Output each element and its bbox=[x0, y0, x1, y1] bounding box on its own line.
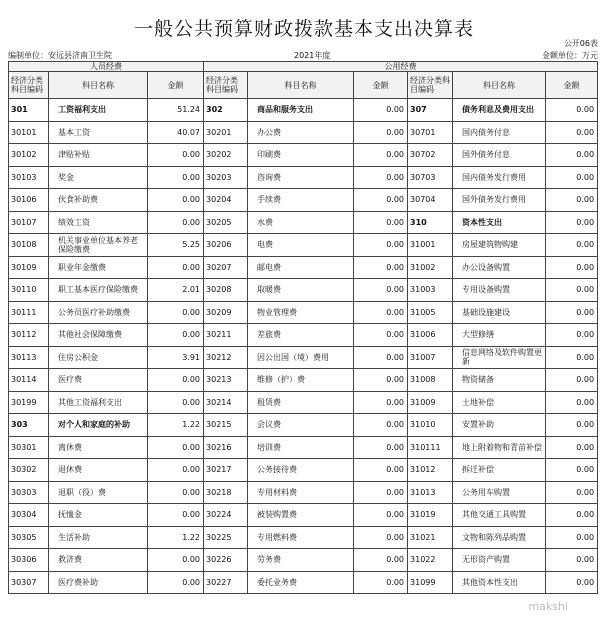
amount-cell: 0.00 bbox=[148, 211, 204, 234]
amount-cell: 0.00 bbox=[354, 459, 408, 482]
code-cell: 30102 bbox=[9, 144, 49, 167]
amount-cell: 0.00 bbox=[148, 481, 204, 504]
year-label: 2021年度 bbox=[294, 51, 331, 60]
name-cell: 大型修缮 bbox=[453, 324, 546, 347]
amount-cell: 0.00 bbox=[546, 481, 598, 504]
name-cell: 无形资产购置 bbox=[453, 549, 546, 572]
name-header: 科目名称 bbox=[248, 72, 354, 99]
amount-cell: 0.00 bbox=[354, 369, 408, 392]
table-row bbox=[9, 526, 598, 549]
code-cell: 30204 bbox=[204, 189, 248, 212]
code-cell: 307 bbox=[408, 99, 453, 122]
name-cell: 津贴补贴 bbox=[49, 144, 148, 167]
table-row bbox=[9, 144, 598, 167]
amount-header: 金额 bbox=[354, 72, 408, 99]
amount-cell: 0.00 bbox=[354, 324, 408, 347]
name-cell: 电费 bbox=[248, 234, 354, 257]
name-cell: 职业年金缴费 bbox=[49, 256, 148, 279]
code-cell: 30226 bbox=[204, 549, 248, 572]
table-row bbox=[9, 436, 598, 459]
code-cell: 30101 bbox=[9, 121, 49, 144]
amount-cell: 0.00 bbox=[354, 234, 408, 257]
org-label: 编制单位：安远县济南卫生院 bbox=[8, 51, 112, 60]
code-header: 经济分类科目编码 bbox=[408, 72, 453, 99]
table-row bbox=[9, 459, 598, 482]
table-row bbox=[9, 504, 598, 527]
amount-cell: 0.00 bbox=[546, 279, 598, 302]
name-cell: 商品和服务支出 bbox=[248, 99, 354, 122]
name-cell: 物业管理费 bbox=[248, 301, 354, 324]
code-cell: 30103 bbox=[9, 166, 49, 189]
name-cell: 咨询费 bbox=[248, 166, 354, 189]
name-cell: 公务员医疗补助缴费 bbox=[49, 301, 148, 324]
code-cell: 30203 bbox=[204, 166, 248, 189]
code-cell: 30702 bbox=[408, 144, 453, 167]
amount-cell: 0.00 bbox=[148, 166, 204, 189]
amount-cell: 5.25 bbox=[148, 234, 204, 257]
name-cell: 住房公积金 bbox=[49, 346, 148, 369]
amount-cell: 0.00 bbox=[546, 369, 598, 392]
code-cell: 31019 bbox=[408, 504, 453, 527]
name-cell: 绩效工资 bbox=[49, 211, 148, 234]
name-cell: 工资福利支出 bbox=[49, 99, 148, 122]
name-cell: 其他资本性支出 bbox=[453, 571, 546, 594]
name-cell: 生活补助 bbox=[49, 526, 148, 549]
table-row bbox=[9, 571, 598, 594]
amount-cell: 0.00 bbox=[148, 459, 204, 482]
code-cell: 30114 bbox=[9, 369, 49, 392]
amount-cell: 0.00 bbox=[354, 504, 408, 527]
amount-cell: 0.00 bbox=[546, 211, 598, 234]
code-cell: 31099 bbox=[408, 571, 453, 594]
code-cell: 30307 bbox=[9, 571, 49, 594]
name-cell: 伙食补助费 bbox=[49, 189, 148, 212]
code-cell: 30704 bbox=[408, 189, 453, 212]
amount-cell: 0.00 bbox=[148, 189, 204, 212]
amount-cell: 0.00 bbox=[354, 144, 408, 167]
name-cell: 奖金 bbox=[49, 166, 148, 189]
name-cell: 国内债务付息 bbox=[453, 121, 546, 144]
code-cell: 30214 bbox=[204, 391, 248, 414]
amount-cell: 0.00 bbox=[546, 99, 598, 122]
amount-cell: 0.00 bbox=[354, 549, 408, 572]
name-cell: 物资储备 bbox=[453, 369, 546, 392]
code-cell: 30113 bbox=[9, 346, 49, 369]
amount-cell: 0.00 bbox=[148, 369, 204, 392]
code-cell: 31012 bbox=[408, 459, 453, 482]
name-cell: 债务利息及费用支出 bbox=[453, 99, 546, 122]
code-cell: 30111 bbox=[9, 301, 49, 324]
table-row bbox=[9, 99, 598, 122]
name-cell: 退休费 bbox=[49, 459, 148, 482]
code-cell: 30209 bbox=[204, 301, 248, 324]
name-cell: 差旅费 bbox=[248, 324, 354, 347]
amount-header: 金额 bbox=[148, 72, 204, 99]
code-cell: 30202 bbox=[204, 144, 248, 167]
code-cell: 30201 bbox=[204, 121, 248, 144]
amount-header: 金额 bbox=[546, 72, 598, 99]
table-row bbox=[9, 481, 598, 504]
amount-cell: 0.00 bbox=[354, 436, 408, 459]
code-cell: 30301 bbox=[9, 436, 49, 459]
name-cell: 救济费 bbox=[49, 549, 148, 572]
code-cell: 31013 bbox=[408, 481, 453, 504]
code-cell: 31008 bbox=[408, 369, 453, 392]
code-cell: 301 bbox=[9, 99, 49, 122]
name-header: 科目名称 bbox=[453, 72, 546, 99]
name-cell: 公务接待费 bbox=[248, 459, 354, 482]
amount-cell: 0.00 bbox=[354, 391, 408, 414]
amount-cell: 1.22 bbox=[148, 414, 204, 437]
code-cell: 30199 bbox=[9, 391, 49, 414]
amount-cell: 0.00 bbox=[148, 391, 204, 414]
table-row bbox=[9, 301, 598, 324]
table-body bbox=[9, 99, 598, 594]
amount-cell: 0.00 bbox=[148, 144, 204, 167]
amount-cell: 0.00 bbox=[354, 481, 408, 504]
name-cell: 土地补偿 bbox=[453, 391, 546, 414]
page-title: 一般公共预算财政拨款基本支出决算表 bbox=[133, 18, 474, 40]
name-cell: 拆迁补偿 bbox=[453, 459, 546, 482]
name-cell: 租赁费 bbox=[248, 391, 354, 414]
unit-label: 金额单位：万元 bbox=[542, 51, 598, 60]
name-cell: 信息网络及软件购置更新 bbox=[453, 346, 546, 369]
name-cell: 基础设施建设 bbox=[453, 301, 546, 324]
column-header-row bbox=[9, 72, 598, 99]
code-cell: 30212 bbox=[204, 346, 248, 369]
amount-cell: 0.00 bbox=[354, 279, 408, 302]
amount-cell: 3.91 bbox=[148, 346, 204, 369]
code-cell: 30205 bbox=[204, 211, 248, 234]
public-header: 公用经费 bbox=[204, 62, 598, 72]
name-cell: 印刷费 bbox=[248, 144, 354, 167]
form-number: 公开06表 bbox=[563, 39, 598, 48]
amount-cell: 0.00 bbox=[354, 256, 408, 279]
code-header: 经济分类科目编码 bbox=[9, 72, 49, 99]
name-cell: 办公费 bbox=[248, 121, 354, 144]
table-row bbox=[9, 346, 598, 369]
code-cell: 30107 bbox=[9, 211, 49, 234]
code-cell: 30303 bbox=[9, 481, 49, 504]
amount-cell: 0.00 bbox=[148, 549, 204, 572]
name-cell: 被装购置费 bbox=[248, 504, 354, 527]
code-cell: 30207 bbox=[204, 256, 248, 279]
name-cell: 基本工资 bbox=[49, 121, 148, 144]
amount-cell: 0.00 bbox=[546, 324, 598, 347]
amount-cell: 0.00 bbox=[546, 166, 598, 189]
table-row bbox=[9, 324, 598, 347]
code-cell: 310111 bbox=[408, 436, 453, 459]
code-cell: 31005 bbox=[408, 301, 453, 324]
name-cell: 医疗费 bbox=[49, 369, 148, 392]
code-cell: 31007 bbox=[408, 346, 453, 369]
name-cell: 委托业务费 bbox=[248, 571, 354, 594]
amount-cell: 0.00 bbox=[148, 504, 204, 527]
amount-cell: 0.00 bbox=[148, 256, 204, 279]
report-meta bbox=[8, 50, 598, 60]
code-header: 经济分类科目编码 bbox=[204, 72, 248, 99]
name-cell: 维修（护）费 bbox=[248, 369, 354, 392]
amount-cell: 0.00 bbox=[546, 121, 598, 144]
personnel-header: 人员经费 bbox=[9, 62, 204, 72]
name-cell: 专用燃料费 bbox=[248, 526, 354, 549]
code-cell: 30218 bbox=[204, 481, 248, 504]
table-row bbox=[9, 391, 598, 414]
code-cell: 31002 bbox=[408, 256, 453, 279]
code-cell: 31003 bbox=[408, 279, 453, 302]
amount-cell: 0.00 bbox=[546, 571, 598, 594]
amount-cell: 0.00 bbox=[546, 414, 598, 437]
name-cell: 地上附着物和青苗补偿 bbox=[453, 436, 546, 459]
amount-cell: 0.00 bbox=[546, 189, 598, 212]
budget-table bbox=[8, 61, 598, 594]
code-cell: 30225 bbox=[204, 526, 248, 549]
name-cell: 其他交通工具购置 bbox=[453, 504, 546, 527]
code-cell: 310 bbox=[408, 211, 453, 234]
name-cell: 公务用车购置 bbox=[453, 481, 546, 504]
code-cell: 31001 bbox=[408, 234, 453, 257]
amount-cell: 0.00 bbox=[546, 346, 598, 369]
name-cell: 安置补助 bbox=[453, 414, 546, 437]
name-cell: 邮电费 bbox=[248, 256, 354, 279]
code-cell: 30217 bbox=[204, 459, 248, 482]
watermark: makshi bbox=[528, 600, 568, 613]
amount-cell: 0.00 bbox=[546, 459, 598, 482]
name-cell: 国外债务付息 bbox=[453, 144, 546, 167]
table-row bbox=[9, 189, 598, 212]
code-cell: 30305 bbox=[9, 526, 49, 549]
table-row bbox=[9, 369, 598, 392]
name-cell: 房屋建筑物购建 bbox=[453, 234, 546, 257]
name-cell: 因公出国（境）费用 bbox=[248, 346, 354, 369]
table-row bbox=[9, 121, 598, 144]
name-cell: 文物和陈列品购置 bbox=[453, 526, 546, 549]
code-cell: 30216 bbox=[204, 436, 248, 459]
amount-cell: 0.00 bbox=[148, 436, 204, 459]
code-cell: 30106 bbox=[9, 189, 49, 212]
name-cell: 对个人和家庭的补助 bbox=[49, 414, 148, 437]
code-cell: 30109 bbox=[9, 256, 49, 279]
amount-cell: 40.07 bbox=[148, 121, 204, 144]
code-cell: 303 bbox=[9, 414, 49, 437]
code-cell: 30306 bbox=[9, 549, 49, 572]
amount-cell: 0.00 bbox=[354, 414, 408, 437]
name-cell: 退职（役）费 bbox=[49, 481, 148, 504]
amount-cell: 0.00 bbox=[546, 234, 598, 257]
name-cell: 办公设备购置 bbox=[453, 256, 546, 279]
amount-cell: 0.00 bbox=[354, 189, 408, 212]
amount-cell: 2.01 bbox=[148, 279, 204, 302]
code-cell: 30208 bbox=[204, 279, 248, 302]
amount-cell: 51.24 bbox=[148, 99, 204, 122]
amount-cell: 0.00 bbox=[546, 391, 598, 414]
amount-cell: 0.00 bbox=[354, 526, 408, 549]
name-cell: 手续费 bbox=[248, 189, 354, 212]
code-cell: 31022 bbox=[408, 549, 453, 572]
table-row bbox=[9, 414, 598, 437]
code-cell: 30110 bbox=[9, 279, 49, 302]
name-cell: 机关事业单位基本养老保险缴费 bbox=[49, 234, 148, 257]
amount-cell: 0.00 bbox=[546, 549, 598, 572]
amount-cell: 0.00 bbox=[148, 571, 204, 594]
amount-cell: 0.00 bbox=[354, 166, 408, 189]
name-cell: 国内债务发行费用 bbox=[453, 166, 546, 189]
code-cell: 30227 bbox=[204, 571, 248, 594]
name-cell: 职工基本医疗保险缴费 bbox=[49, 279, 148, 302]
code-cell: 30211 bbox=[204, 324, 248, 347]
code-cell: 30224 bbox=[204, 504, 248, 527]
table-row bbox=[9, 234, 598, 257]
code-cell: 31010 bbox=[408, 414, 453, 437]
amount-cell: 0.00 bbox=[354, 571, 408, 594]
name-cell: 离休费 bbox=[49, 436, 148, 459]
table-row bbox=[9, 166, 598, 189]
code-cell: 30215 bbox=[204, 414, 248, 437]
name-header: 科目名称 bbox=[49, 72, 148, 99]
name-cell: 会议费 bbox=[248, 414, 354, 437]
amount-cell: 0.00 bbox=[354, 346, 408, 369]
amount-cell: 0.00 bbox=[546, 504, 598, 527]
amount-cell: 0.00 bbox=[354, 301, 408, 324]
name-cell: 劳务费 bbox=[248, 549, 354, 572]
name-cell: 专用材料费 bbox=[248, 481, 354, 504]
amount-cell: 1.22 bbox=[148, 526, 204, 549]
code-cell: 31009 bbox=[408, 391, 453, 414]
table-row bbox=[9, 279, 598, 302]
name-cell: 取暖费 bbox=[248, 279, 354, 302]
table-row bbox=[9, 256, 598, 279]
code-cell: 30703 bbox=[408, 166, 453, 189]
code-cell: 30302 bbox=[9, 459, 49, 482]
code-cell: 30213 bbox=[204, 369, 248, 392]
name-cell: 培训费 bbox=[248, 436, 354, 459]
amount-cell: 0.00 bbox=[546, 301, 598, 324]
code-cell: 302 bbox=[204, 99, 248, 122]
name-cell: 抚恤金 bbox=[49, 504, 148, 527]
name-cell: 其他社会保障缴费 bbox=[49, 324, 148, 347]
code-cell: 30206 bbox=[204, 234, 248, 257]
amount-cell: 0.00 bbox=[354, 121, 408, 144]
name-cell: 国外债务发行费用 bbox=[453, 189, 546, 212]
code-cell: 31021 bbox=[408, 526, 453, 549]
amount-cell: 0.00 bbox=[546, 526, 598, 549]
group-header-row bbox=[9, 62, 598, 72]
table-row bbox=[9, 211, 598, 234]
code-cell: 30701 bbox=[408, 121, 453, 144]
name-cell: 水费 bbox=[248, 211, 354, 234]
code-cell: 30112 bbox=[9, 324, 49, 347]
code-cell: 30108 bbox=[9, 234, 49, 257]
amount-cell: 0.00 bbox=[148, 301, 204, 324]
amount-cell: 0.00 bbox=[354, 211, 408, 234]
table-row bbox=[9, 549, 598, 572]
code-cell: 31006 bbox=[408, 324, 453, 347]
name-cell: 专用设备购置 bbox=[453, 279, 546, 302]
amount-cell: 0.00 bbox=[546, 144, 598, 167]
name-cell: 医疗费补助 bbox=[49, 571, 148, 594]
name-cell: 其他工资福利支出 bbox=[49, 391, 148, 414]
amount-cell: 0.00 bbox=[546, 256, 598, 279]
name-cell: 资本性支出 bbox=[453, 211, 546, 234]
amount-cell: 0.00 bbox=[546, 436, 598, 459]
amount-cell: 0.00 bbox=[354, 99, 408, 122]
amount-cell: 0.00 bbox=[148, 324, 204, 347]
code-cell: 30304 bbox=[9, 504, 49, 527]
